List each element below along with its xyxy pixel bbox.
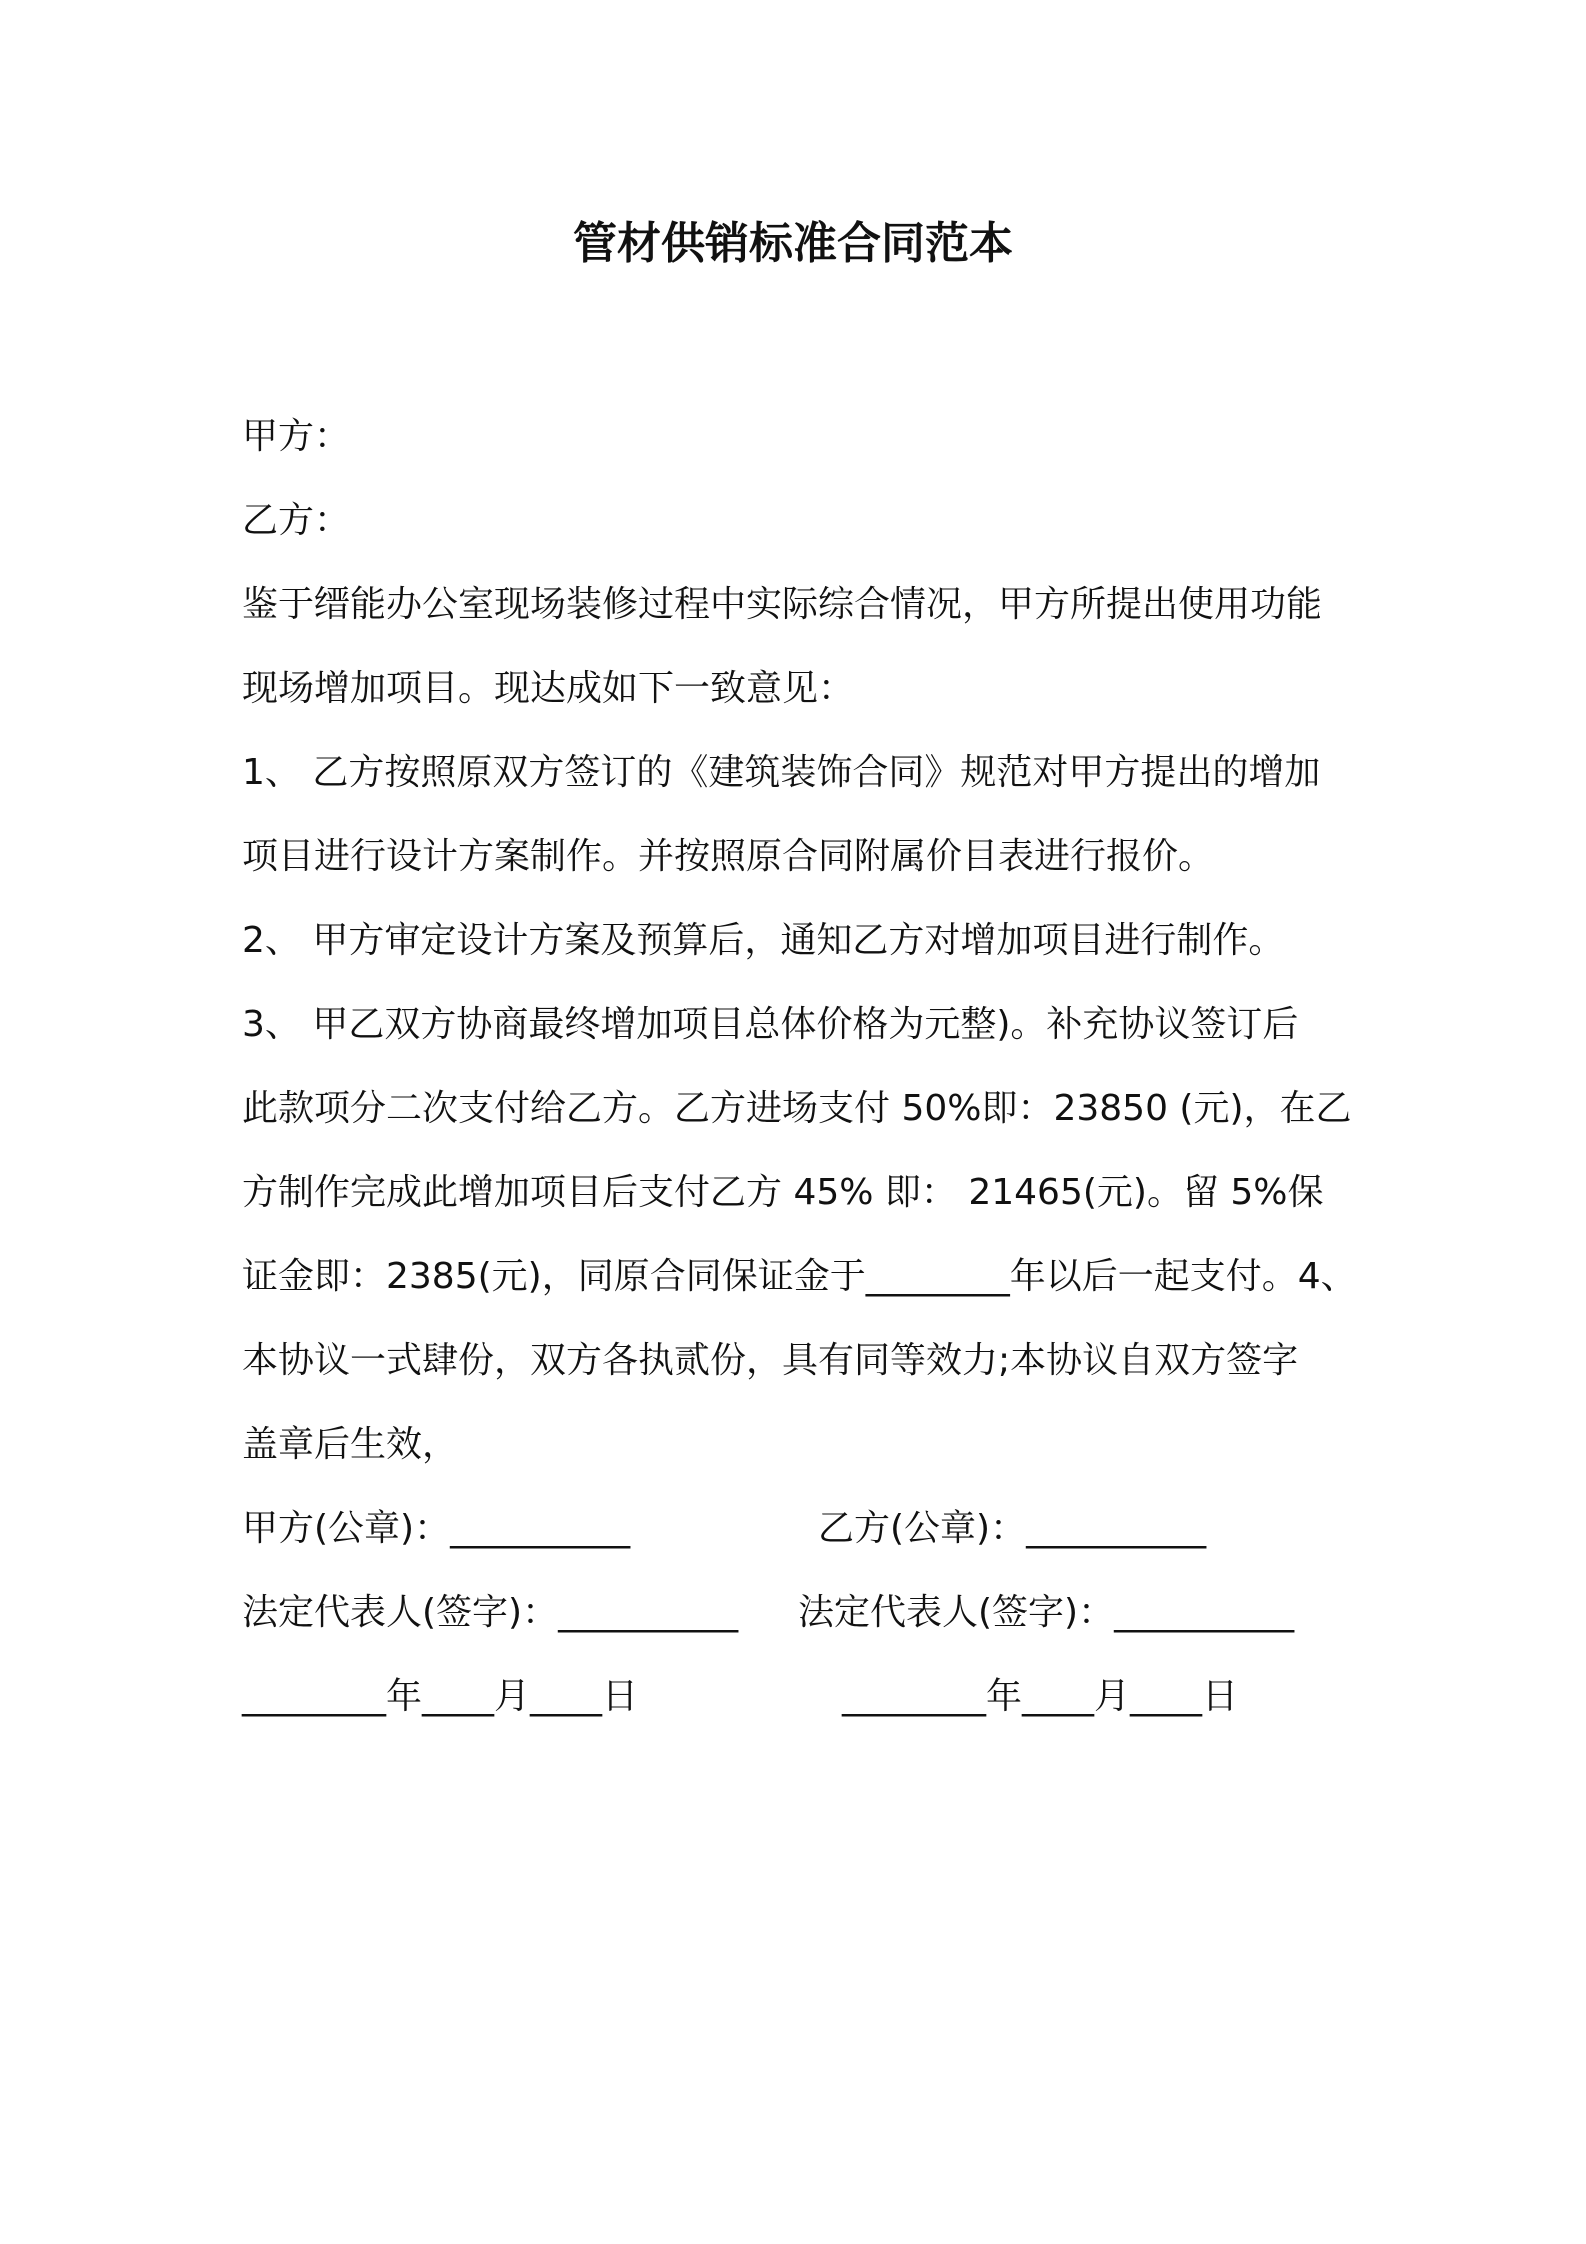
- clause-3-line-2: 此款项分二次支付给乙方。乙方进场支付 50%即：23850 (元)，在乙: [242, 1088, 1352, 1129]
- body-line-2: 现场增加项目。现达成如下一致意见：: [242, 668, 855, 709]
- clause-3-line-1: 3、 甲乙双方协商最终增加项目总体价格为元整)。补充协议签订后: [242, 1004, 1299, 1045]
- party-a-seal-line: 甲方(公章)：__________: [242, 1508, 631, 1549]
- clause-1-line-2: 项目进行设计方案制作。并按照原合同附属价目表进行报价。: [242, 836, 1215, 877]
- party-a-representative-line: 法定代表人(签字)：__________: [242, 1592, 739, 1633]
- clause-3-line-4: 证金即：2385(元)，同原合同保证金于________年以后一起支付。4、: [242, 1256, 1357, 1297]
- body-line-1: 鉴于缙能办公室现场装修过程中实际综合情况，甲方所提出使用功能: [242, 584, 1323, 625]
- clause-4-line-2: 盖章后生效，: [242, 1424, 459, 1465]
- document-title: 管材供销标准合同范本: [573, 218, 1013, 269]
- party-a-label: 甲方：: [242, 416, 351, 457]
- clause-3-line-3: 方制作完成此增加项目后支付乙方 45% 即： 21465(元)。留 5%保: [242, 1172, 1324, 1213]
- party-b-date-line: ________年____月____日: [842, 1676, 1238, 1717]
- party-a-date-line: ________年____月____日: [242, 1676, 638, 1717]
- party-b-label: 乙方：: [242, 500, 351, 541]
- clause-4-line-1: 本协议一式肆份，双方各执贰份，具有同等效力;本协议自双方签字: [242, 1340, 1299, 1381]
- clause-2-line: 2、 甲方审定设计方案及预算后，通知乙方对增加项目进行制作。: [242, 920, 1285, 961]
- clause-1-line-1: 1、 乙方按照原双方签订的《建筑装饰合同》规范对甲方提出的增加: [242, 752, 1321, 793]
- party-b-representative-line: 法定代表人(签字)：__________: [798, 1592, 1295, 1633]
- party-b-seal-line: 乙方(公章)：__________: [818, 1508, 1207, 1549]
